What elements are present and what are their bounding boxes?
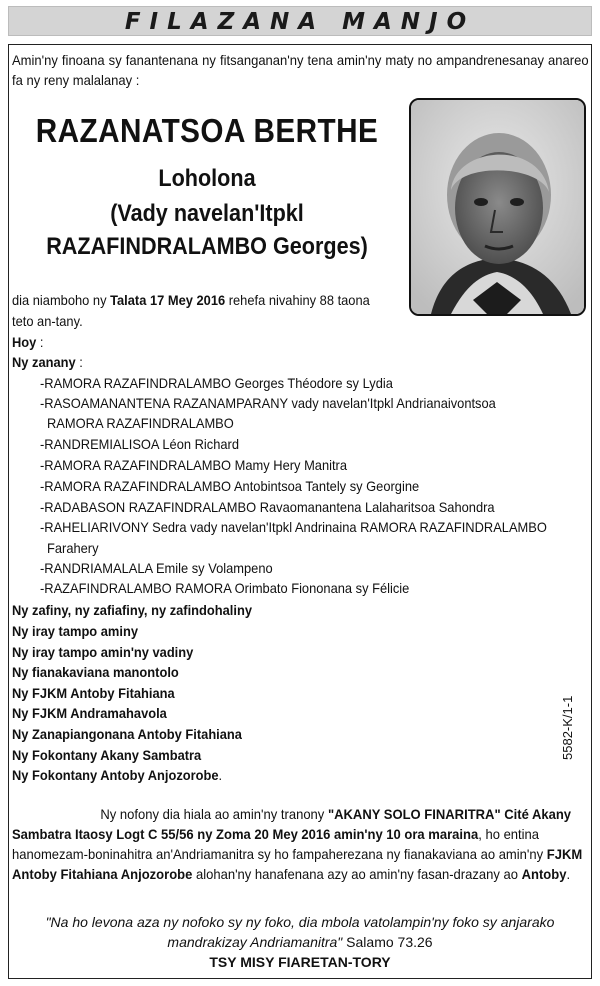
- child-item: -RAMORA RAZAFINDRALAMBO Antobintsoa Tantely sy Georgine: [40, 478, 420, 494]
- intro-text: Amin'ny finoana sy fanantenana ny fitsanganan'ny tena amin'ny maty no ampandrenesanay anareo fa ny reny malalanay :: [12, 52, 589, 88]
- notice-header: [8, 6, 592, 36]
- family-item: Ny Zanapiangonana Antoby Fitahiana: [12, 726, 242, 742]
- burial-text: , ho entina hanomezam-boninahitra an'Andriamanitra sy ho fampaherezana ny fianakaviana ao amin'ny: [12, 826, 547, 862]
- death-line-2: teto an-tany.: [12, 313, 83, 329]
- child-item: -RASOAMANANTENA RAZANAMPARANY vady navelan'Itpkl Andrianaivontsoa: [40, 395, 496, 411]
- burial-location: "AKANY SOLO FINARITRA" Cité Akany Sambatra Itaosy Logt C 55/56 ny Zoma 20 Mey 2016 amin'ny 10 ora maraina: [12, 806, 572, 842]
- child-item: -RANDRIAMALALA Emile sy Volampeno: [40, 560, 273, 576]
- deceased-title: Loholona: [158, 165, 256, 192]
- hoy-colon: :: [36, 334, 44, 350]
- quote-line-2: [0, 932, 600, 952]
- burial-text: alohan'ny hanafenana azy ao amin'ny fasan-drazany ao: [192, 866, 522, 882]
- burial-place: Antoby: [521, 866, 567, 882]
- family-end: .: [218, 767, 223, 783]
- child-item: -RAMORA RAZAFINDRALAMBO Georges Théodore sy Lydia: [40, 375, 393, 391]
- footer-note: TSY MISY FIARETAN-TORY: [209, 954, 391, 970]
- death-date: Talata 17 Mey 2016: [110, 292, 226, 308]
- burial-text: .: [566, 866, 571, 882]
- family-item: Ny iray tampo aminy: [12, 623, 138, 639]
- family-item: Ny fianakaviana manontolo: [12, 664, 179, 680]
- death-suffix: rehefa nivahiny 88 taona: [225, 292, 370, 308]
- family-item: Ny zafiny, ny zafiafiny, ny zafindohaliny: [12, 602, 252, 618]
- child-item: -RAZAFINDRALAMBO RAMORA Orimbato Fiononana sy Félicie: [40, 580, 410, 596]
- quote-text: mandrakizay Andriamanitra": [167, 934, 343, 950]
- deceased-photo: [409, 98, 586, 316]
- child-item: -RADABASON RAZAFINDRALAMBO Ravaomanantena Lalaharitsoa Sahondra: [40, 499, 495, 515]
- burial-text: Ny nofony dia hiala ao amin'ny tranony: [100, 806, 328, 822]
- burial-paragraph: [12, 804, 589, 884]
- child-item: Farahery: [47, 540, 99, 556]
- child-item: -RAHELIARIVONY Sedra vady navelan'Itpkl Andrinaina RAMORA RAZAFINDRALAMBO: [40, 519, 547, 535]
- family-item: Ny FJKM Antoby Fitahiana: [12, 685, 175, 701]
- child-item: -RAMORA RAZAFINDRALAMBO Mamy Hery Manitra: [40, 457, 348, 473]
- deceased-spouse-line2: RAZAFINDRALAMBO Georges): [46, 233, 368, 260]
- quote-line-1: "Na ho levona aza ny nofoko sy ny foko, dia mbola vatolampin'ny foko sy anjarako: [45, 914, 555, 930]
- family-item: Ny Fokontany Antoby Anjozorobe: [12, 767, 219, 783]
- child-item: RAMORA RAZAFINDRALAMBO: [47, 415, 234, 431]
- child-item: -RANDREMIALISOA Léon Richard: [40, 436, 240, 452]
- deceased-spouse-line1: (Vady navelan'Itpkl: [110, 200, 304, 227]
- portrait-image: [411, 100, 584, 314]
- reference-code: 5582-K/1-1: [560, 695, 575, 760]
- burial-church: FJKM Antoby Fitahiana Anjozorobe: [12, 846, 583, 882]
- family-item: Ny Fokontany Akany Sambatra: [12, 747, 202, 763]
- deceased-name: RAZANATSOA BERTHE: [35, 112, 379, 149]
- family-item-last: [12, 765, 222, 785]
- children-heading: [12, 352, 83, 372]
- hoy-line: [12, 332, 43, 352]
- family-item: Ny iray tampo amin'ny vadiny: [12, 644, 194, 660]
- family-item: Ny FJKM Andramahavola: [12, 705, 167, 721]
- quote-reference: Salamo 73.26: [342, 934, 433, 950]
- death-prefix: dia niamboho ny: [12, 292, 111, 308]
- children-colon: :: [75, 354, 83, 370]
- children-label: Ny zanany: [12, 354, 76, 370]
- death-line: [12, 290, 370, 310]
- header-title: FILAZANA MANJO: [124, 9, 476, 35]
- hoy-label: Hoy: [12, 334, 37, 350]
